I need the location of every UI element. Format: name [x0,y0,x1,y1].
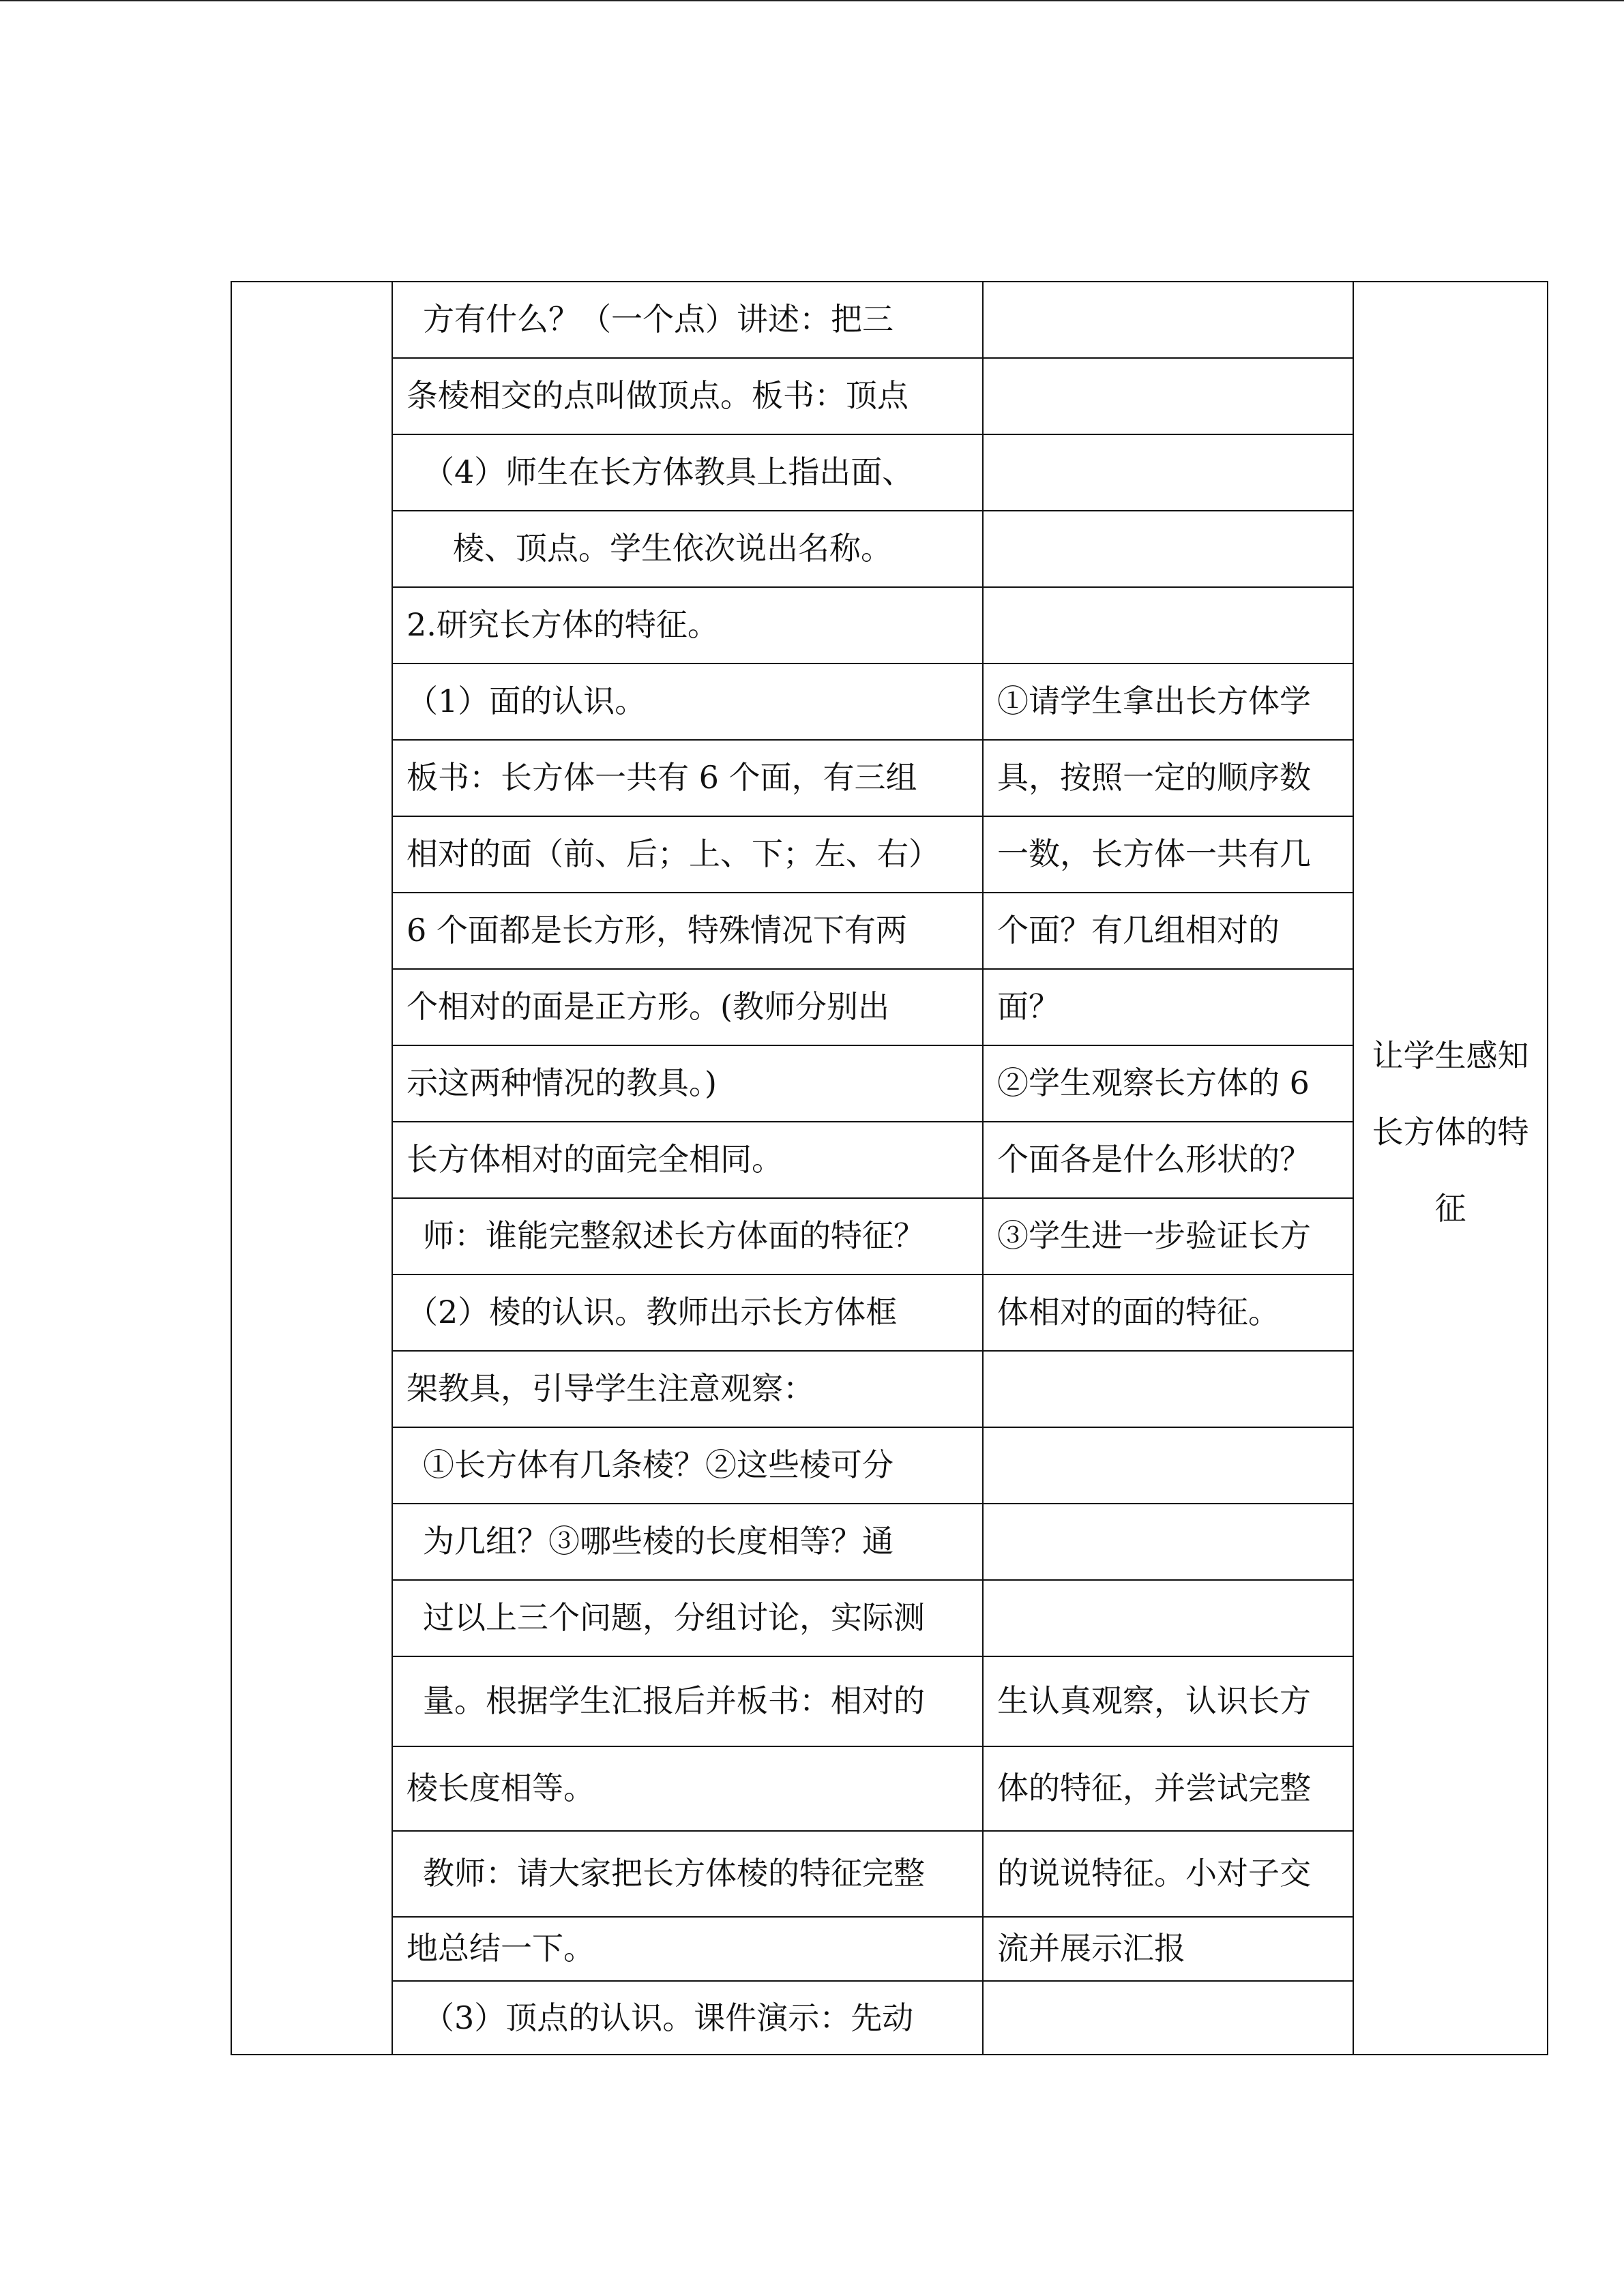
table-row-divider [392,510,1353,511]
process-row-text: 量。根据学生汇报后并板书：相对的 [423,1682,925,1719]
process-row-text: 师：谁能完整叙述长方体面的特征？ [423,1217,925,1254]
student-row-text: 面？ [997,988,1060,1025]
table-row-divider [392,1197,1353,1199]
lesson-plan-table [231,281,1548,2055]
table-border-vertical [982,281,984,2055]
table-row-divider [392,1746,1353,1747]
process-row-text: 板书：长方体一共有 6 个面，有三组 [407,759,917,796]
student-row-text: ①请学生拿出长方体学 [997,683,1311,719]
table-row-divider [392,1656,1353,1657]
table-row-divider [392,1350,1353,1352]
table-row-divider [392,739,1353,741]
process-row-text: 教师：请大家把长方体棱的特征完整 [423,1855,925,1892]
table-row-divider [392,1503,1353,1504]
table-row-divider [392,892,1353,893]
student-row-text: ③学生进一步验证长方 [997,1217,1311,1254]
table-row-divider [392,1980,1353,1982]
design-intent-cell [1353,1017,1548,1247]
process-row-text: 地总结一下。 [407,1930,595,1967]
student-row-text: 个面？有几组相对的 [997,912,1280,949]
process-row-text: 相对的面（前、后；上、下；左、右） [407,835,940,872]
table-row-divider [392,1274,1353,1275]
student-row-text: 体的特征，并尝试完整 [997,1770,1311,1806]
process-row-text: 过以上三个问题，分组讨论，实际测 [423,1599,925,1636]
table-border-top [231,281,1548,282]
process-row-text: 个相对的面是正方形。(教师分别出 [407,988,889,1025]
table-row-divider [392,1916,1353,1918]
process-row-text: 为几组？③哪些棱的长度相等？通 [423,1523,894,1560]
table-row-divider [392,1045,1353,1046]
student-row-text: 具，按照一定的顺序数 [997,759,1311,796]
student-row-text: ②学生观察长方体的 6 [997,1064,1310,1101]
table-row-divider [392,434,1353,435]
process-row-text: （1）面的认识。 [407,683,647,719]
student-row-text: 生认真观察，认识长方 [997,1682,1311,1719]
table-row-divider [392,1579,1353,1581]
table-border-bottom [231,2054,1548,2055]
table-row-divider [392,586,1353,588]
process-row-text: ①长方体有几条棱？②这些棱可分 [423,1446,894,1483]
process-row-text: 方有什么？（一个点）讲述：把三 [423,301,894,338]
design-intent-line-3: 征 [1434,1190,1466,1227]
student-row-text: 流并展示汇报 [997,1930,1185,1967]
table-row-divider [392,1427,1353,1428]
student-row-text: 体相对的面的特征。 [997,1294,1280,1330]
table-row-divider [392,816,1353,817]
table-border-vertical [392,281,393,2055]
table-row-divider [392,1830,1353,1832]
table-row-divider [392,968,1353,970]
table-border-vertical [231,281,232,2055]
process-row-text: 示这两种情况的教具。) [407,1064,717,1101]
process-row-text: 棱长度相等。 [407,1770,595,1806]
table-row-divider [392,357,1353,359]
student-row-text: 一数，长方体一共有几 [997,835,1311,872]
process-row-text: （2）棱的认识。教师出示长方体框 [407,1294,898,1330]
process-row-text: 2.研究长方体的特征。 [407,606,719,643]
table-row-divider [392,1121,1353,1122]
process-row-text: 棱、顶点。学生依次说出名称。 [453,530,892,567]
process-row-text: 长方体相对的面完全相同。 [407,1141,783,1178]
table-row-divider [392,663,1353,664]
design-intent-line-2: 长方体的特 [1372,1114,1529,1150]
student-row-text: 个面各是什么形状的？ [997,1141,1311,1178]
design-intent-line-1: 让学生感知 [1372,1037,1529,1074]
student-row-text: 的说说特征。小对子交 [997,1855,1311,1892]
page-top-border [0,0,1624,1]
process-row-text: 条棱相交的点叫做顶点。板书：顶点 [407,377,909,414]
process-row-text: （4）师生在长方体教具上指出面、 [423,453,914,490]
process-row-text: 架教具，引导学生注意观察： [407,1370,814,1407]
process-row-text: （3）顶点的认识。课件演示：先动 [423,1999,914,2036]
process-row-text: 6 个面都是长方形，特殊情况下有两 [407,912,907,949]
